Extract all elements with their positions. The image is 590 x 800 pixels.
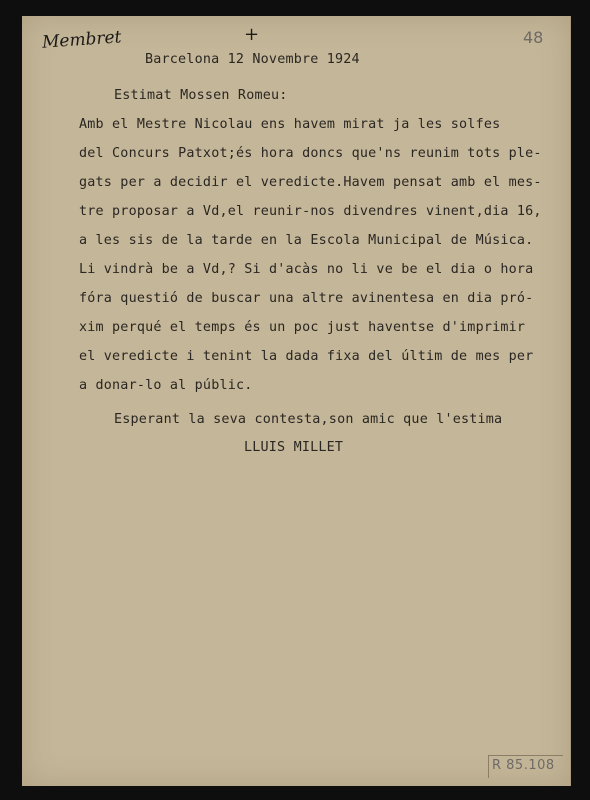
letter-body-line: Amb el Mestre Nicolau ens havem mirat ja les solfes <box>79 117 501 132</box>
archive-reference-code: R 85.108 <box>492 758 555 773</box>
letter-body-line: a les sis de la tarde en la Escola Municipal de Música. <box>79 233 534 248</box>
handwritten-cross-mark: + <box>244 24 260 45</box>
letter-body-line: del Concurs Patxot;és hora doncs que'ns reunim tots ple- <box>79 146 542 161</box>
letter-body-line: xim perqué el temps és un poc just haventse d'imprimir <box>79 320 526 335</box>
page-number: 48 <box>523 28 544 47</box>
letter-signature: LLUIS MILLET <box>244 440 344 455</box>
letter-body-line: fóra questió de buscar una altre avinentesa en dia pró- <box>79 291 534 306</box>
letter-greeting: Estimat Mossen Romeu: <box>114 88 288 103</box>
letter-body-line: el veredicte i tenint la dada fixa del últim de mes per <box>79 349 534 364</box>
letter-date-line: Barcelona 12 Novembre 1924 <box>145 52 360 67</box>
letter-body-line: tre proposar a Vd,el reunir-nos divendres vinent,dia 16, <box>79 204 542 219</box>
handwritten-name-note: Membret <box>41 27 123 53</box>
letter-closing: Esperant la seva contesta,son amic que l'estima <box>114 412 503 427</box>
letter-body-line: Li vindrà be a Vd,? Si d'acàs no li ve be el dia o hora <box>79 262 534 277</box>
letter-body-line: a donar-lo al públic. <box>79 378 253 393</box>
letter-body-line: gats per a decidir el veredicte.Havem pensat amb el mes- <box>79 175 542 190</box>
